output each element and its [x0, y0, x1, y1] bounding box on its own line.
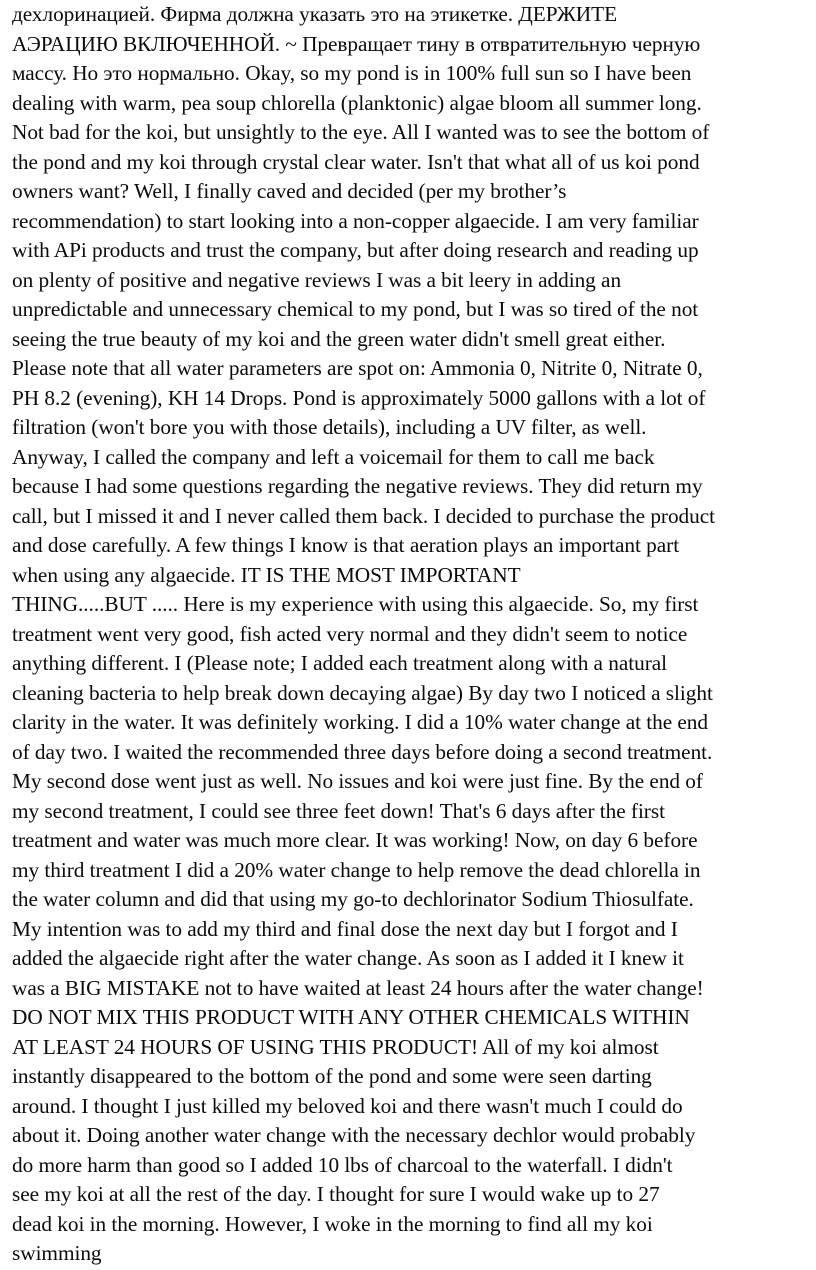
text-line: clarity in the water. It was definitely working. I did a 10% water change at the end — [12, 710, 708, 734]
text-line: PH 8.2 (evening), KH 14 Drops. Pond is approximately 5000 gallons with a lot of — [12, 385, 706, 410]
text-line: swimming — [12, 1241, 102, 1265]
text-line: DO NOT MIX THIS PRODUCT WITH ANY OTHER CHEMICALS WITHIN — [12, 1005, 690, 1029]
text-line: the pond and my koi through crystal clear water. Isn't that what all of us koi pond — [12, 149, 700, 174]
text-line: added the algaecide right after the water change. As soon as I added it I knew it — [12, 946, 684, 970]
text-line: when using any algaecide. IT IS THE MOST IMPORTANT — [12, 562, 521, 587]
body-text — [12, 0, 812, 1269]
text-line: filtration (won't bore you with those details), including a UV filter, as well. — [12, 415, 647, 439]
text-line: treatment and water was much more clear. It was working! Now, on day 6 before — [12, 828, 698, 852]
text-line: about it. Doing another water change with the necessary dechlor would probably — [12, 1123, 696, 1147]
text-line: owners want? Well, I finally caved and decided (per my brother’s — [12, 179, 567, 203]
text-line: АЭРАЦИЮ ВКЛЮЧЕННОЙ. ~ Превращает тину в отвратительную черную — [12, 31, 701, 56]
text-line: of day two. I waited the recommended three days before doing a second treatment. — [12, 739, 713, 764]
text-line: Please note that all water parameters are spot on: Ammonia 0, Nitrite 0, Nitrate 0, — [12, 356, 703, 380]
text-line: see my koi at all the rest of the day. I thought for sure I would wake up to 27 — [12, 1182, 660, 1206]
text-line: because I had some questions regarding the negative reviews. They did return my — [12, 474, 703, 498]
text-line: My intention was to add my third and final dose the next day but I forgot and I — [12, 916, 678, 941]
text-line: unpredictable and unnecessary chemical to my pond, but I was so tired of the not — [12, 297, 699, 321]
text-line: instantly disappeared to the bottom of the pond and some were seen darting — [12, 1064, 652, 1088]
text-line: seeing the true beauty of my koi and the green water didn't smell great either. — [12, 326, 666, 351]
text-line: my third treatment I did a 20% water change to help remove the dead chlorella in — [12, 857, 701, 882]
text-line: treatment went very good, fish acted very normal and they didn't seem to notice — [12, 621, 688, 646]
text-line: with APi products and trust the company, but after doing research and reading up — [12, 238, 699, 262]
text-line: Not bad for the koi, but unsightly to the eye. All I wanted was to see the bottom of — [12, 120, 710, 144]
text-line: My second dose went just as well. No issues and koi were just fine. By the end of — [12, 769, 703, 793]
text-line: cleaning bacteria to help break down decaying algae) By day two I noticed a slight — [12, 680, 713, 705]
text-line: was a BIG MISTAKE not to have waited at least 24 hours after the water change! — [12, 975, 704, 1000]
text-line: and dose carefully. A few things I know is that aeration plays an important part — [12, 533, 680, 557]
text-line: on plenty of positive and negative reviews I was a bit leery in adding an — [12, 267, 622, 292]
text-line: recommendation) to start looking into a non-copper algaecide. I am very familiar — [12, 208, 699, 233]
text-line: do more harm than good so I added 10 lbs of charcoal to the waterfall. I didn't — [12, 1152, 673, 1177]
text-line: anything different. I (Please note; I added each treatment along with a natural — [12, 651, 668, 675]
text-line: my second treatment, I could see three feet down! That's 6 days after the first — [12, 798, 665, 823]
text-line: дехлоринацией. Фирма должна указать это на этикетке. ДЕРЖИТЕ — [12, 2, 618, 26]
text-line: AT LEAST 24 HOURS OF USING THIS PRODUCT! All of my koi almost — [12, 1034, 659, 1059]
text-line: THING.....BUT ..... Here is my experience with using this algaecide. So, my first — [12, 592, 699, 616]
text-line: Anyway, I called the company and left a voicemail for them to call me back — [12, 444, 655, 469]
text-line: call, but I missed it and I never called them back. I decided to purchase the product — [12, 503, 716, 528]
text-line: dealing with warm, pea soup chlorella (planktonic) algae bloom all summer long. — [12, 90, 702, 115]
text-line: around. I thought I just killed my beloved koi and there wasn't much I could do — [12, 1093, 683, 1118]
text-line: the water column and did that using my go-to dechlorinator Sodium Thiosulfate. — [12, 887, 694, 911]
text-line: массу. Но это нормально. Okay, so my pond is in 100% full sun so I have been — [12, 61, 692, 85]
text-line: dead koi in the morning. However, I woke in the morning to find all my koi — [12, 1211, 653, 1236]
